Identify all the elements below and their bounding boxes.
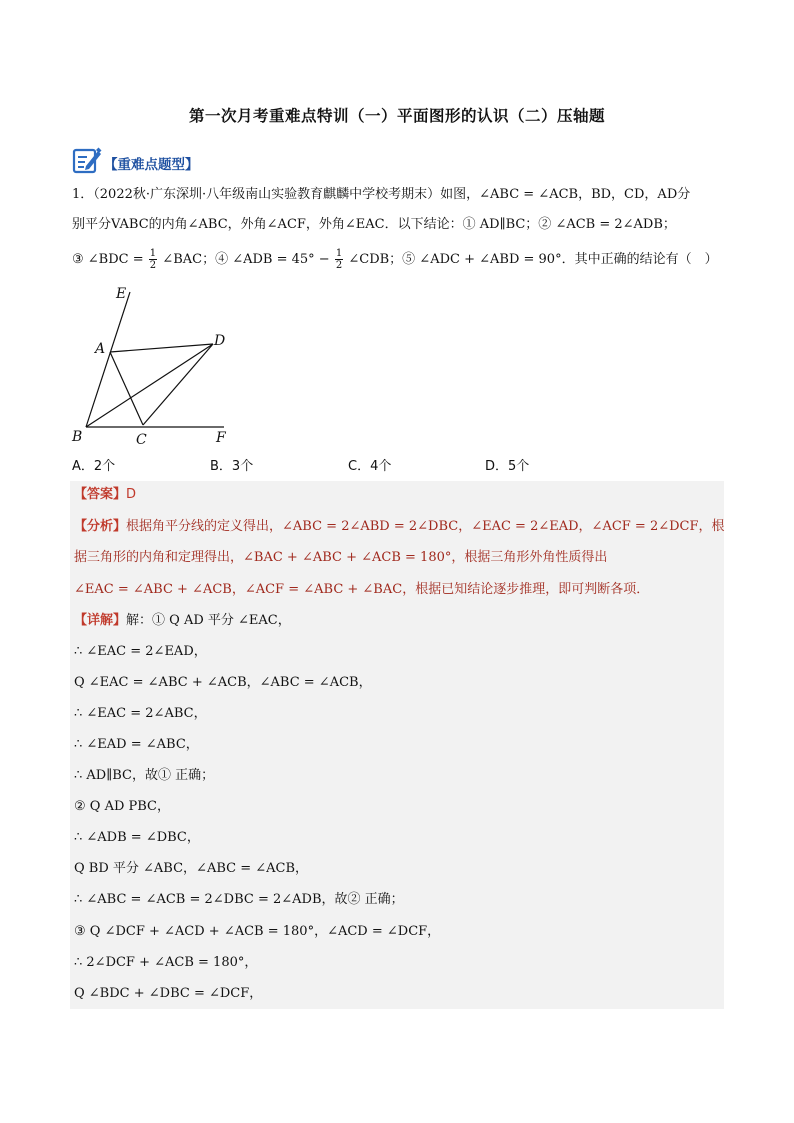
detail-line-13: Q ∠BDC + ∠DBC = ∠DCF， [74, 986, 263, 1001]
answer-tag: 【答案】 [74, 487, 127, 502]
detail-line-4: ∴ ∠EAC = 2∠ABC， [74, 706, 207, 721]
fraction-numerator: 1 [149, 248, 157, 259]
option-a[interactable]: A．2个 [72, 459, 116, 474]
question-line-3 [72, 248, 732, 271]
segment-AC [110, 352, 143, 425]
analysis-text-3: ∠EAC = ∠ABC + ∠ACB，∠ACF = ∠ABC + ∠BAC，根据已知结论逐步推理，即可判断各项． [74, 582, 650, 597]
notepad-pencil-icon [72, 145, 102, 175]
fraction-numerator-2: 1 [335, 248, 343, 259]
option-b[interactable]: B．3个 [210, 459, 254, 474]
fraction-denominator-2: 2 [335, 260, 343, 271]
option-d[interactable]: D．5个 [485, 459, 530, 474]
label-B: B [72, 429, 83, 445]
detail-line-5: ∴ ∠EAD = ∠ABC， [74, 737, 199, 752]
question-line-2: 别平分VABC的内角∠ABC，外角∠ACF，外角∠EAC．以下结论：① AD∥BC；② ∠ACB = 2∠ADB； [72, 217, 676, 232]
analysis-line-1 [74, 516, 724, 538]
analysis-line-3 [74, 579, 724, 601]
detail-line-8: ∴ ∠ADB = ∠DBC， [74, 830, 200, 845]
section-header [72, 145, 199, 175]
label-A: A [95, 341, 106, 357]
question-line-1: 1．（2022秋·广东深圳·八年级南山实验教育麒麟中学校考期末）如图，∠ABC = ∠ACB，BD，CD，AD分 [72, 187, 691, 202]
section-label: 【重难点题型】 [104, 157, 199, 173]
question-line-3-part-b: ∠BAC；④ ∠ADB = 45° − [162, 252, 330, 267]
option-c[interactable]: C．4个 [348, 459, 392, 474]
detail-line-6: ∴ AD∥BC，故① 正确； [74, 768, 215, 783]
label-F: F [216, 430, 226, 446]
detail-line-7: ② Q AD PBC， [74, 799, 171, 814]
detail-line-3: Q ∠EAC = ∠ABC + ∠ACB，∠ABC = ∠ACB， [74, 675, 372, 690]
detail-line-12: ∴ 2∠DCF + ∠ACB = 180°， [74, 955, 258, 970]
label-D: D [214, 333, 226, 349]
question-line-3-part-a: ③ ∠BDC = [72, 252, 144, 267]
detail-line-2: ∴ ∠EAC = 2∠EAD， [74, 644, 207, 659]
fraction-denominator: 2 [149, 260, 157, 271]
detail-line-11: ③ Q ∠DCF + ∠ACD + ∠ACB = 180°，∠ACD = ∠DCF， [74, 924, 441, 939]
detail-line-10: ∴ ∠ABC = ∠ACB = 2∠DBC = 2∠ADB，故② 正确； [74, 892, 404, 907]
line-BE [86, 292, 130, 427]
geometry-figure [66, 280, 246, 450]
analysis-text-1: 根据角平分线的定义得出，∠ABC = 2∠ABD = 2∠DBC，∠EAC = 2∠EAD，∠ACF = 2∠DCF，根 [126, 519, 725, 534]
analysis-tag: 【分析】 [74, 519, 127, 534]
segment-AD [110, 344, 213, 352]
analysis-line-2 [74, 547, 724, 569]
page-title: 第一次月考重难点特训（一）平面图形的认识（二）压轴题 [188, 107, 605, 125]
label-E: E [116, 286, 127, 302]
detail-line-1 [74, 610, 724, 632]
question-line-3-part-c: ∠CDB；⑤ ∠ADC + ∠ABD = 90°．其中正确的结论有（ ） [348, 252, 718, 267]
detail-text-1: 解：① Q AD 平分 ∠EAC， [126, 613, 291, 628]
answer-value: D [126, 487, 137, 502]
label-C: C [136, 432, 147, 448]
detail-line-9: Q BD 平分 ∠ABC，∠ABC = ∠ACB， [74, 861, 309, 876]
fraction-half [149, 248, 157, 271]
detail-tag: 【详解】 [74, 613, 127, 628]
analysis-text-2: 据三角形的内角和定理得出，∠BAC + ∠ABC + ∠ACB = 180°，根据三角形外角性质得出 [74, 550, 608, 565]
segment-CD [143, 344, 213, 425]
fraction-half-2 [335, 248, 343, 271]
answer-line [74, 484, 724, 506]
